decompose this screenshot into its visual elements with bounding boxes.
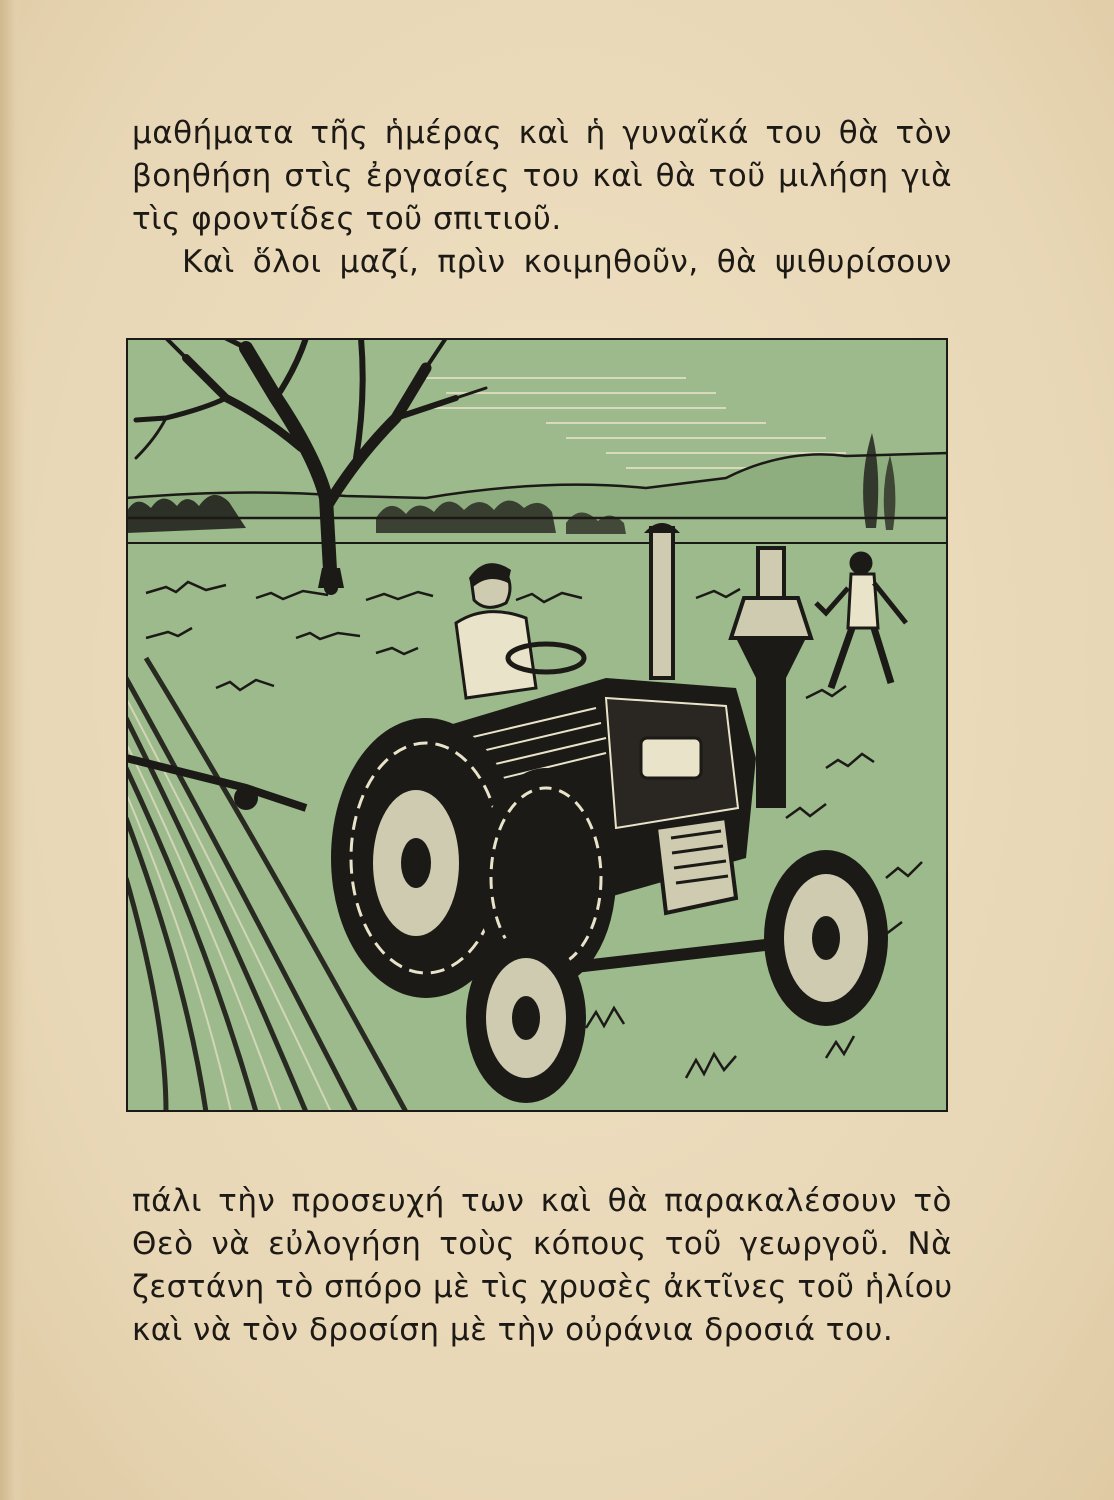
text-line: τὶς φροντίδες τοῦ σπιτιοῦ. — [132, 201, 562, 237]
tractor-illustration — [126, 338, 948, 1112]
text-line: καὶ νὰ τὸν δροσίση μὲ τὴν οὐράνια δροσιά του. — [132, 1312, 894, 1348]
text-line: πάλι τὴν προσευχή των καὶ θὰ παρακαλέσουν τὸ — [132, 1183, 952, 1219]
text-line: μαθήματα τῆς ἡμέρας καὶ ἡ γυναῖκά του θὰ τὸν — [132, 115, 952, 151]
text-line: Θεὸ νὰ εὐλογήση τοὺς κόπους τοῦ γεωργοῦ. Νὰ — [132, 1226, 952, 1262]
text-line: Καὶ ὅλοι μαζί, πρὶν κοιμηθοῦν, θὰ ψιθυρίσουν — [182, 244, 952, 280]
text-line: βοηθήση στὶς ἐργασίες του καὶ θὰ τοῦ μιλήση γιὰ — [132, 158, 952, 194]
top-text-block — [132, 112, 952, 284]
text-line: ζεστάνη τὸ σπόρο μὲ τὶς χρυσὲς ἀκτῖνες τοῦ ἡλίου — [132, 1269, 953, 1305]
bottom-text-block — [132, 1180, 952, 1352]
page-spine-shadow — [0, 0, 26, 1500]
tractor-illustration-art — [126, 338, 948, 1112]
